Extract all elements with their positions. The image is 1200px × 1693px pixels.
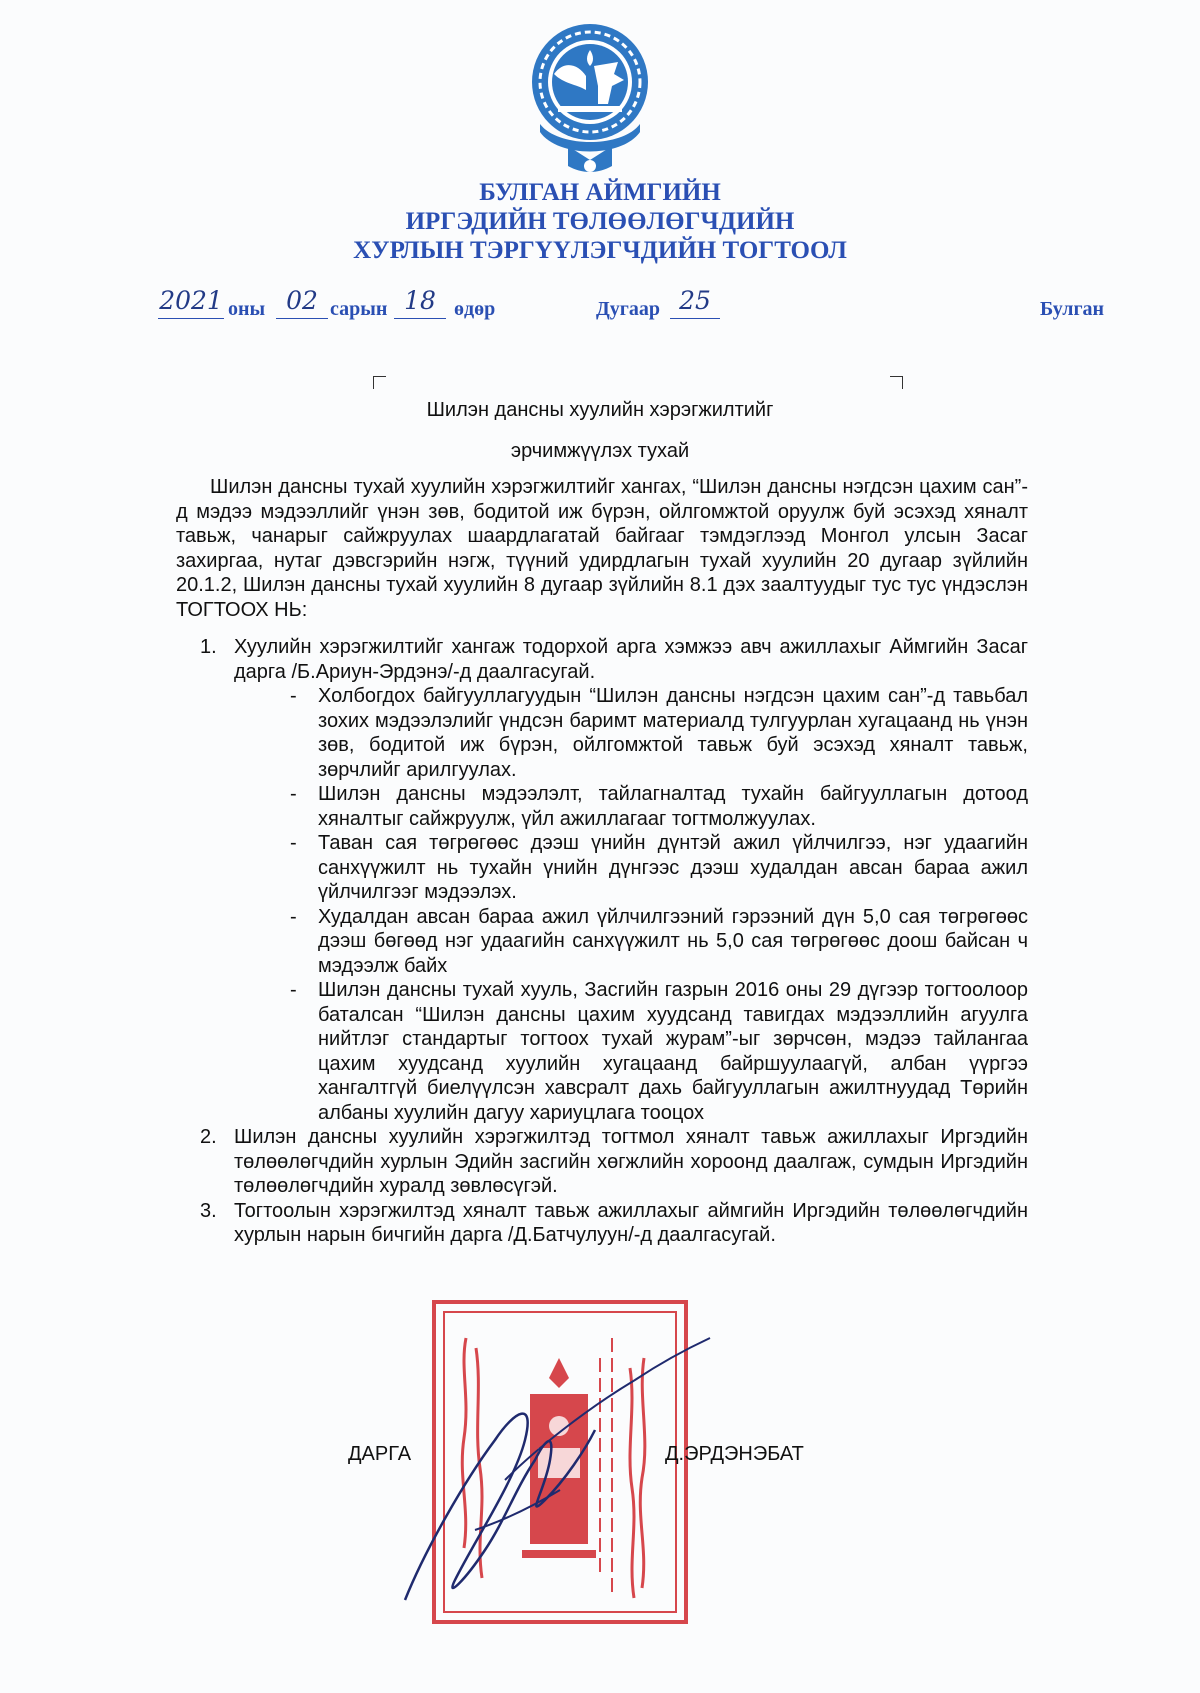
number-label: Дугаар	[596, 298, 660, 320]
month-suffix: сарын	[330, 298, 388, 320]
sub-item: - Худалдан авсан бараа ажил үйлчилгээний гэрээний дүн 5,0 сая төгрөгөөс дээш бөгөөд нэг удаагийн санхүүжилт нь 5,0 сая төгрөгөөс доош байсан ч мэдээлж байх	[318, 905, 1028, 979]
sub-item: - Шилэн дансны мэдээлэлт, тайлагналтад тухайн байгууллагын дотоод хяналтыг сайжруулж, үйл ажиллагааг тогтмолжуулах.	[318, 782, 1028, 831]
handwritten-number: 25	[670, 288, 720, 319]
signatory-role: ДАРГА	[348, 1443, 412, 1465]
handwritten-year: 2021	[158, 288, 224, 319]
resolution-item	[200, 1125, 1028, 1199]
item-number: 2.	[200, 1126, 217, 1148]
title-corner-left	[373, 376, 386, 389]
item-text: Хуулийн хэрэгжилтийг хангаж тодорхой арга хэмжээ авч ажиллахыг Аймгийн Засаг дарга /Б.Ариун-Эрдэнэ/-д даалгасугай.	[234, 636, 1028, 683]
sub-item: - Холбогдох байгууллагуудын “Шилэн дансны нэгдсэн цахим сан”-д тавьбал зохих мэдээлэлийг үндсэн баримт материалд тулгуурлан хугацаанд нь үнэн зөв, бодитой иж бүрэн, ойлгомжтой тавьж буй эсэхэд хяналт тавьж, зөрчлийг арилгуулах.	[318, 684, 1028, 782]
item-text: Шилэн дансны хуулийн хэрэгжилтэд тогтмол хяналт тавьж ажиллахыг Иргэдийн төлөөлөгчдийн хурлын Эдийн засгийн хөгжлийн хороонд даалгаж, сумдын Иргэдийн төлөөлөгчдийн хуралд зөвлөсүгэй.	[234, 1126, 1028, 1197]
title-corner-right	[890, 376, 903, 389]
sub-items	[234, 684, 1028, 1125]
handwritten-day: 18	[394, 288, 446, 319]
signatory-name: Д.ЭРДЭНЭБАТ	[665, 1443, 804, 1465]
resolution-item	[200, 1199, 1028, 1248]
year-suffix: оны	[228, 298, 266, 320]
resolution-items	[176, 635, 1028, 1248]
header-line-3: ХУРЛЫН ТЭРГҮҮЛЭГЧДИЙН ТОГТООЛ	[353, 237, 847, 264]
item-text: Тогтоолын хэрэгжилтэд хяналт тавьж ажиллахыг аймгийн Иргэдийн төлөөлөгчдийн хурлын нарын бичгийн дарга /Д.Батчулуун/-д даалгасугай.	[234, 1199, 1028, 1246]
document-header	[300, 178, 900, 265]
title-line-1: Шилэн дансны хуулийн хэрэгжилтийг	[426, 399, 774, 421]
header-line-1: БУЛГАН АЙМГИЙН	[479, 179, 721, 206]
sub-item: - Шилэн дансны тухай хууль, Засгийн газрын 2016 оны 29 дүгээр тогтоолоор баталсан “Шилэн дансны цахим хуудсанд тавигдах мэдээллийн агуулга нийтлэг стандартыг тогтоох тухай журам”-ыг зөрчсөн, мэдээ тайлангаа цахим хуудсанд хуулийн хугацаанд байршуулаагүй, албан үүргээ хангалтгүй биелүүлсэн хавсралт дахь байгууллагын ажилтнуудад Төрийн албаны хуулийн дагуу хариуцлага тооцох	[318, 978, 1028, 1125]
handwritten-signature-icon	[385, 1330, 715, 1620]
header-line-2: ИРГЭДИЙН ТӨЛӨӨЛӨГЧДИЙН	[405, 208, 795, 235]
handwritten-month: 02	[276, 288, 328, 319]
title-line-2: эрчимжүүлэх тухай	[510, 440, 690, 462]
place-name: Булган	[1040, 298, 1105, 320]
item-number: 3.	[200, 1199, 217, 1222]
item-number: 1.	[200, 636, 217, 658]
day-suffix: өдөр	[454, 298, 496, 320]
resolution-item	[200, 635, 1028, 1125]
date-line	[158, 288, 1118, 328]
intro-paragraph: Шилэн дансны тухай хуулийн хэрэгжилтийг хангах, “Шилэн дансны нэгдсэн цахим сан”-д мэдээ мэдээллийг үнэн зөв, бодитой иж бүрэн, ойлгомжтой оруулж буй эсэхэд хяналт тавьж, чанарыг сайжруулах шаардлагатай байгааг тэмдэглээд Монгол улсын Засаг захиргаа, нутаг дэвсгэрийн нэгж, түүний удирдлагын тухай хуулийн 20 дугаар зүйлийн 20.1.2, Шилэн дансны тухай хуулийн 8 дугаар зүйлийн 8.1 дэх заалтуудыг тус тус үндэслэн ТОГТООХ НЬ:	[176, 476, 1028, 621]
state-emblem-icon	[528, 20, 652, 180]
document-body	[176, 475, 1028, 1248]
sub-item: - Таван сая төгрөгөөс дээш үнийн дүнтэй ажил үйлчилгээ, нэг удаагийн санхүүжилт нь тухайн үнийн дүнгээс дээш худалдан авсан бараа ажил үйлчилгээг мэдээлэх.	[318, 831, 1028, 905]
